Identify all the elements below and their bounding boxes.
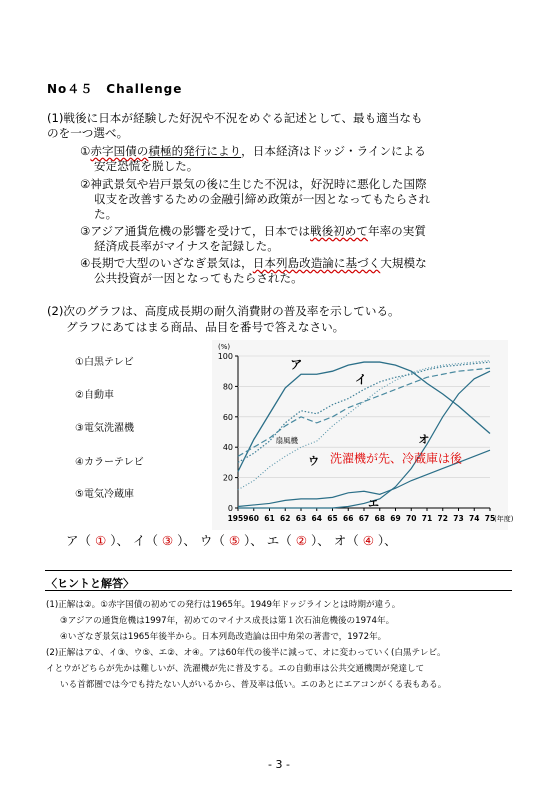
x-tick-label: 67 [358, 514, 370, 523]
y-tick-label: 80 [222, 382, 233, 392]
series-label-5: オ [418, 433, 430, 447]
choice-4-underline: 日本列島改造論に基づく [252, 256, 381, 270]
choice-4-line-2: 公共投資が一因となってもたらされた。 [94, 271, 303, 285]
series-label-4: エ [367, 497, 379, 511]
choice-4-number: ④ [80, 256, 91, 270]
choice-1 [80, 144, 426, 159]
legend-item-3: ③電気洗濯機 [75, 423, 134, 434]
choice-2 [80, 177, 427, 192]
divider-top [45, 570, 512, 571]
x-tick-label: 60 [248, 514, 259, 523]
answer-i-value: ③ [161, 533, 174, 548]
y-axis-unit: (%) [218, 343, 231, 351]
choice-4-text-b: 大規模な [380, 256, 427, 270]
hint-heading: 〈ヒントと解答〉 [46, 577, 134, 590]
choice-1-underline-b: 積極的発行により [148, 144, 242, 158]
legend-item-1: ①白黒テレビ [75, 357, 134, 368]
choice-1-line-2: 安定恐慌を脱した。 [94, 159, 199, 173]
answer-o-label: オ [333, 533, 347, 548]
choice-2-text: 神武景気や岩戸景気の後に生じた不況は，好況時に悪化した国際 [90, 177, 427, 191]
y-tick-label: 60 [222, 412, 233, 422]
hint-line-4: (2)正解はア①、イ③、ウ⑤、エ②、オ④。アは60年代の後半に減って、オに変わっていく(白黒テレビ。 [46, 648, 446, 658]
diffusion-chart [200, 336, 520, 536]
hint-line-3: ④いざなぎ景気は1965年後半から。日本列島改造論は田中角栄の著書で，1972年。 [60, 632, 387, 642]
series-label-1: ア [290, 357, 303, 372]
series-label-2: イ [354, 372, 367, 387]
choice-2-line-3: た。 [94, 207, 118, 221]
choice-2-number: ② [80, 177, 91, 191]
q2-stem-line-2: グラフにあてはまる商品、品目を番号で答えなさい。 [66, 320, 345, 334]
x-tick-label: 68 [374, 514, 385, 523]
choice-1-number: ① [80, 144, 91, 158]
choice-3-underline: 戦後初めて [310, 224, 368, 238]
legend-item-2: ②自動車 [75, 390, 114, 401]
choice-4-text-a: 長期で大型のいざなぎ景気は， [90, 256, 253, 270]
choice-3-number: ③ [80, 224, 91, 238]
choice-1-text: ，日本経済はドッジ・ラインによる [241, 144, 426, 158]
answer-o-value: ④ [362, 533, 374, 548]
choice-3-line-2: 経済成長率がマイナスを記録した。 [94, 239, 279, 253]
answer-e-label: エ [266, 533, 280, 548]
x-tick-label: 65 [327, 514, 338, 523]
hint-line-1: (1)正解は②。①赤字国債の初めての発行は1965年。1949年ドッジラインとは時期が違う。 [46, 600, 401, 610]
series-label-6: 扇風機 [275, 436, 299, 446]
x-tick-label: 64 [311, 514, 322, 523]
x-tick-label: 63 [295, 514, 307, 523]
choice-1-underline-a: 赤字国債の [90, 144, 149, 158]
answer-i-label: イ [132, 533, 146, 548]
answer-u-value: ⑤ [228, 533, 241, 548]
x-tick-label: 73 [453, 514, 464, 523]
choice-3-text-b: 年率の実質 [367, 224, 426, 238]
q1-stem-line-2: のを一つ選べ。 [47, 126, 129, 140]
x-tick-label: 62 [280, 514, 291, 523]
answer-e-value: ② [295, 533, 307, 548]
x-tick-label: 72 [437, 514, 448, 523]
y-tick-label: 20 [222, 473, 233, 483]
q1-stem-line-1: (1)戦後に日本が経験した好況や不況をめぐる記述として、最も適当なも [47, 111, 423, 125]
page-title: No４５ Challenge [47, 82, 183, 96]
answer-u-label: ウ [199, 533, 213, 548]
x-tick-label: 75 [484, 514, 496, 523]
x-tick-label: 74 [469, 514, 480, 523]
divider-bottom [45, 590, 512, 591]
hint-line-5: イとウがどちらが先かは難しいが、洗濯機が先に普及する。エの自動車は公共交通機関が発達して [46, 664, 425, 674]
hint-line-6: いる首都圏では今でも持たない人がいるから、普及率は低い。エのあとにエアコンがくる表もある。 [60, 680, 447, 690]
series-label-3: ウ [308, 454, 320, 468]
q2-stem-line-1: (2)次のグラフは、高度成長期の耐久消費財の普及率を示している。 [47, 304, 400, 318]
chart-annotation: 洗濯機が先、冷蔵庫は後 [330, 451, 463, 466]
choice-4 [80, 256, 427, 271]
answer-row: ア（ ① ）、 イ（ ③ ）、 ウ（ ⑤ ）、 エ（ ② ）、 オ（ ④ ）、 [66, 533, 397, 548]
x-tick-label: 70 [406, 514, 417, 523]
legend-item-5: ⑤電気冷蔵庫 [75, 489, 134, 500]
legend-item-4: ④カラーテレビ [75, 457, 144, 468]
x-tick-label: 61 [264, 514, 275, 523]
x-tick-label: 1959 [227, 514, 249, 523]
answer-a-label: ア [66, 533, 79, 548]
hint-line-2: ③アジアの通貨危機は1997年，初めてのマイナス成長は第１次石油危機後の1974年。 [60, 616, 395, 626]
x-axis-unit: (年度) [494, 515, 514, 523]
choice-3 [80, 224, 426, 239]
page-number: - 3 - [268, 758, 290, 771]
choice-2-line-2: 収支を改善するための金融引締め政策が一因となってもたらされ [94, 192, 431, 206]
x-tick-label: 71 [421, 514, 433, 523]
y-tick-label: 100 [217, 352, 233, 361]
answer-a-value: ① [95, 533, 107, 548]
x-tick-label: 69 [390, 514, 401, 523]
y-tick-label: 40 [222, 443, 233, 453]
x-tick-label: 66 [343, 514, 354, 523]
choice-3-text-a: アジア通貨危機の影響を受けて，日本では [90, 224, 310, 238]
y-tick-label: 0 [227, 504, 233, 513]
